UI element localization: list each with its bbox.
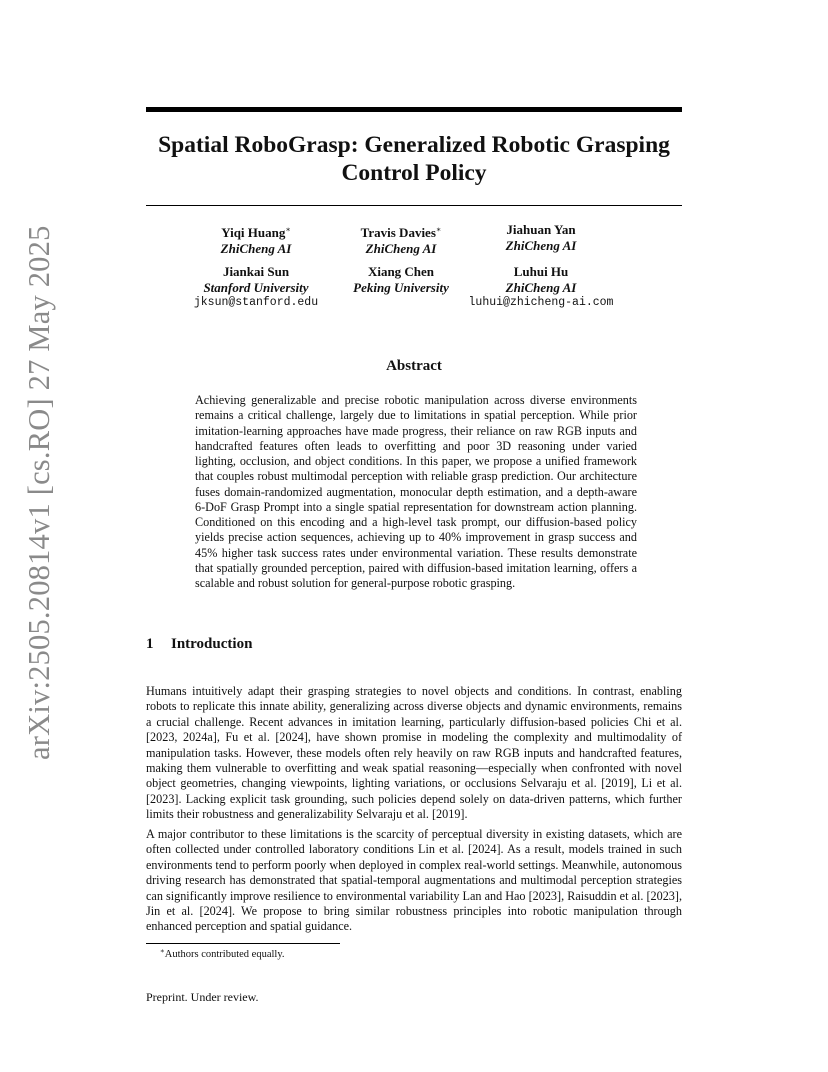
author-name: Yiqi Huang [221,225,286,240]
author [321,264,481,295]
title-bottom-rule [146,205,682,206]
intro-paragraph-1: Humans intuitively adapt their grasping strategies to novel objects and conditions. In contrast, enabling robots to replicate this innate ability, generalizing across diverse objects and dynamic environments, remains a crucial challenge. Recent advances in imitation learning, particularly diffusion-based policies Chi et al. [2023, 2024a], Fu et al. [2024], have shown promise in modeling the complexity and multimodality of manipulation tasks. However, these models often rely heavily on raw RGB inputs and handcrafted features, making them vulnerable to overfitting and weak spatial reasoning—especially when confronted with novel object geometries, changing viewpoints, lighting variations, or occlusions Selvaraju et al. [2019], Li et al. [2023]. Lacking explicit task grounding, such policies depend solely on data-driven patterns, which further limits their robustness and generalizability Selvaraju et al. [2019]. [146,684,682,822]
footnote-rule [146,943,340,944]
author [176,222,336,256]
abstract-heading: Abstract [386,358,442,374]
abstract-text: Achieving generalizable and precise robotic manipulation across diverse environments remains a critical challenge, largely due to limitations in spatial perception. While prior imitation-learning approaches have made progress, their reliance on raw RGB inputs and handcrafted features often leads to overfitting and poor 3D reasoning under varied lighting, occlusion, and object conditions. In this paper, we propose a unified framework that couples robust multimodal perception with reliable grasp prediction. Our architecture fuses domain-randomized augmentation, monocular depth estimation, and a depth-aware 6-DoF Grasp Prompt into a single spatial representation for downstream action planning. Conditioned on this encoding and a high-level task prompt, our diffusion-based policy yields precise action sequences, achieving up to 40% improvement in grasp success and 45% higher task success rates under environmental variation. These results demonstrate that spatially grounded perception, paired with diffusion-based imitation learning, offers a scalable and robust solution for general-purpose robotic grasping. [195,393,637,590]
author-affiliation: ZhiCheng AI [505,279,577,295]
author-email[interactable]: jksun@stanford.edu [193,296,319,309]
footnote-text: Authors contributed equally. [164,949,285,960]
author-name: Jiankai Sun [222,264,290,279]
author-name: Jiahuan Yan [506,222,576,237]
author [461,222,621,253]
author-mark: ∗ [435,225,442,234]
footnote [160,947,285,960]
title-top-rule [146,107,682,112]
author-affiliation: ZhiCheng AI [505,237,577,253]
author-affiliation: Peking University [353,279,449,295]
author-row-2 [146,264,682,312]
author-name: Xiang Chen [367,264,435,279]
author [176,264,336,311]
author [321,222,481,256]
section-title: Introduction [171,636,253,652]
author-name: Travis Davies [360,225,436,240]
author-name: Luhui Hu [513,264,569,279]
paper-title: Spatial RoboGrasp: Generalized Robotic Grasping Control Policy [158,132,670,186]
intro-paragraph-2: A major contributor to these limitations is the scarcity of perceptual diversity in existing datasets, which are often collected under controlled laboratory conditions Lin et al. [2024]. As a result, models trained in such environments tend to perform poorly when deployed in complex real-world settings. Meanwhile, autonomous driving research has demonstrated that spatial-temporal augmentations and multimodal perception strategies can significantly improve resilience to environmental variability Lan and Hao [2023], Raisuddin et al. [2023], Jin et al. [2024]. We propose to bring similar robustness principles into robotic manipulation through enhanced perception and spatial guidance. [146,827,682,934]
arxiv-identifier: arXiv:2505.20814v1 [cs.RO] 27 May 2025 [22,225,56,760]
section-number: 1 [146,636,154,652]
footnote-mark: ∗ [160,947,165,955]
author-affiliation: Stanford University [203,279,309,295]
author-affiliation: ZhiCheng AI [365,240,437,256]
author [461,264,621,311]
author-email[interactable]: luhui@zhicheng-ai.com [468,296,614,309]
author-mark: ∗ [285,225,291,234]
author-affiliation: ZhiCheng AI [220,240,292,256]
author-row-1 [146,222,682,270]
preprint-notice: Preprint. Under review. [146,990,259,1004]
section-heading-introduction [146,636,252,653]
